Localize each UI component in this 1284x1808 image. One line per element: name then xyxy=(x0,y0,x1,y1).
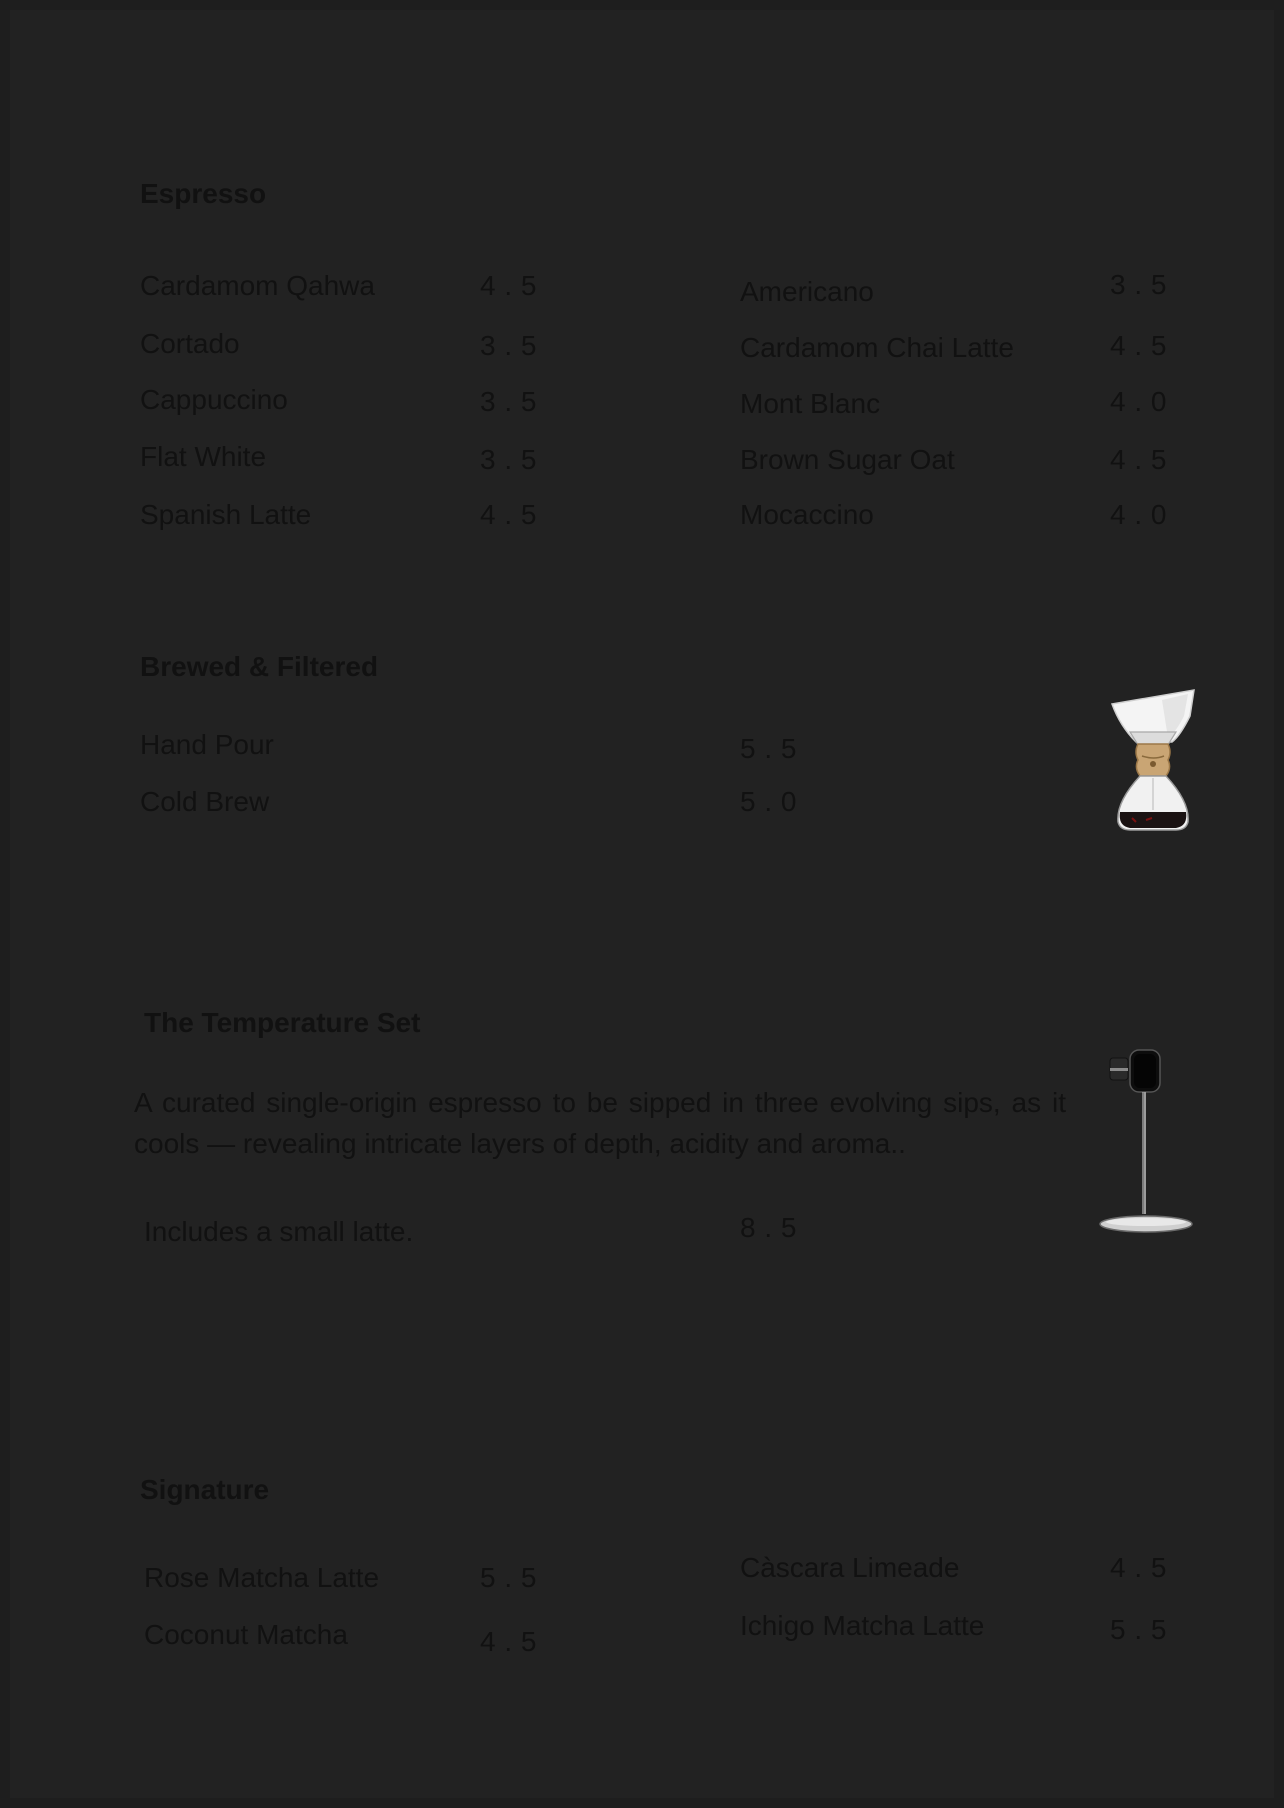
brewed-item-name: Cold Brew xyxy=(140,786,270,817)
signature-item-price: 5 . 5 xyxy=(1110,1614,1167,1645)
brewed-item-name: Hand Pour xyxy=(140,729,274,760)
signature-item-name: Ichigo Matcha Latte xyxy=(740,1610,985,1641)
temperature-set-heading: The Temperature Set xyxy=(144,1007,421,1038)
espresso-item-price: 4 . 5 xyxy=(1110,330,1167,361)
espresso-item-name: Cortado xyxy=(140,328,240,359)
brewed-item-price: 5 . 0 xyxy=(740,786,797,817)
signature-item-name: Rose Matcha Latte xyxy=(144,1562,380,1593)
espresso-item-name: Americano xyxy=(740,276,874,307)
frame-bottom xyxy=(0,1798,1284,1808)
espresso-item-price: 4 . 0 xyxy=(1110,499,1167,530)
brewed-heading: Brewed & Filtered xyxy=(140,651,379,682)
espresso-item-price: 4 . 5 xyxy=(480,499,537,530)
espresso-item-name: Mocaccino xyxy=(740,499,874,530)
espresso-item-name: Flat White xyxy=(140,441,267,472)
signature-item-name: Coconut Matcha xyxy=(144,1619,348,1650)
espresso-item-name: Cappuccino xyxy=(140,384,288,415)
espresso-item-name: Cardamom Qahwa xyxy=(140,270,375,301)
signature-item-price: 4 . 5 xyxy=(1110,1552,1167,1583)
espresso-item-price: 3 . 5 xyxy=(480,386,537,417)
temperature-set-price: 8 . 5 xyxy=(740,1212,797,1243)
espresso-item-price: 4 . 5 xyxy=(480,270,537,301)
temperature-set-description: A curated single-origin espresso to be sipped in three evolving sips, as it cools — revealing intricate layers of depth, acidity and aroma.. xyxy=(134,1087,1066,1159)
drip-stand-icon xyxy=(1096,1044,1196,1236)
signature-heading: Signature xyxy=(140,1474,270,1505)
signature-item-price: 4 . 5 xyxy=(480,1626,537,1657)
temperature-set-includes: Includes a small latte. xyxy=(144,1216,414,1247)
espresso-heading: Espresso xyxy=(140,178,267,209)
frame-left xyxy=(0,0,10,1808)
frame-right xyxy=(1274,0,1284,1808)
espresso-item-name: Spanish Latte xyxy=(140,499,312,530)
espresso-item-name: Mont Blanc xyxy=(740,388,881,419)
espresso-item-name: Brown Sugar Oat xyxy=(740,444,955,475)
espresso-item-price: 4 . 5 xyxy=(1110,444,1167,475)
brewed-item-price: 5 . 5 xyxy=(740,733,797,764)
chemex-coffee-maker-icon xyxy=(1102,686,1198,832)
espresso-item-price: 4 . 0 xyxy=(1110,386,1167,417)
espresso-item-price: 3 . 5 xyxy=(1110,269,1167,300)
signature-item-name: Càscara Limeade xyxy=(740,1552,960,1583)
frame-top xyxy=(0,0,1284,10)
signature-item-price: 5 . 5 xyxy=(480,1562,537,1593)
espresso-item-price: 3 . 5 xyxy=(480,444,537,475)
espresso-item-price: 3 . 5 xyxy=(480,330,537,361)
espresso-item-name: Cardamom Chai Latte xyxy=(740,332,1014,363)
